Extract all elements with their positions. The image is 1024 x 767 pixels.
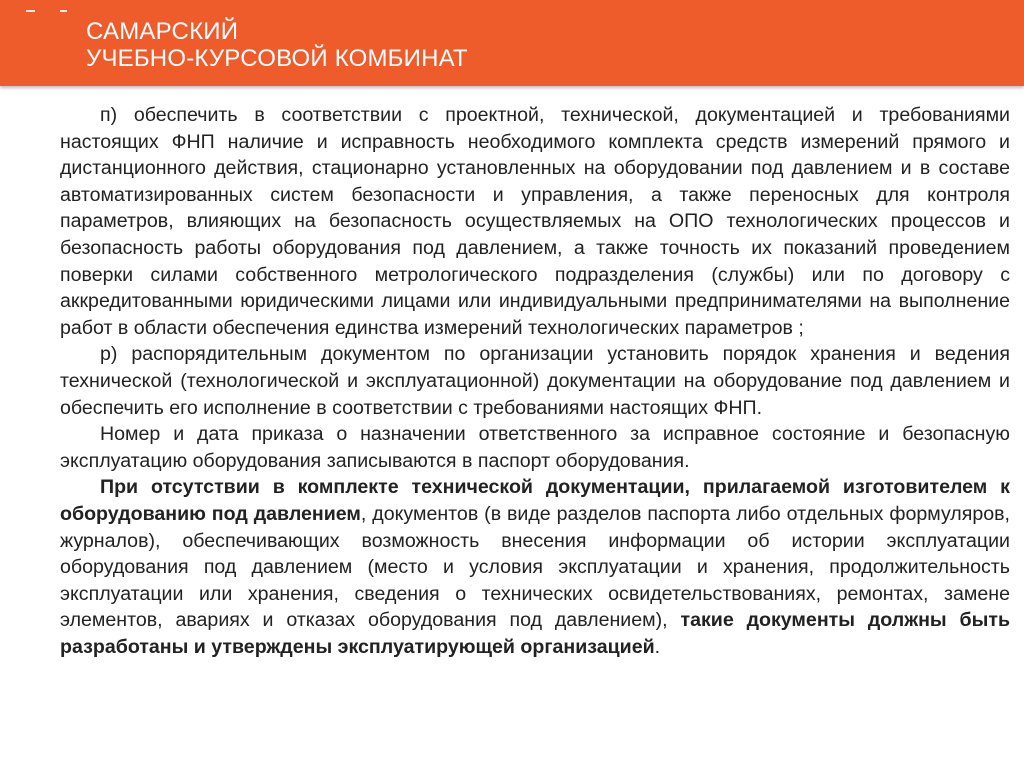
paragraph-r: р) распорядительным документом по организации установить порядок хранения и ведения технической (технологической и эксплуатационной) документации на оборудование под давлением и обеспечить его исполнение в соответствии с требованиями настоящих ФНП. — [60, 343, 1010, 419]
bold-text-end: такие документы должны быть разработаны и утверждены эксплуатирующей организацией — [60, 609, 1011, 658]
paragraph-documentation — [60, 474, 1010, 660]
logo-title-line2: УЧЕБНО-КУРСОВОЙ КОМБИНАТ — [86, 45, 468, 72]
paragraph-p: п) обеспечить в соответствии с проектной, технической, документацией и требованиями настоящих ФНП наличие и исправность необходимого комплекта средств измерений прямого и дистанционного действия, стационарно установленных на оборудовании под давлением и в составе автоматизированных систем безопасности и управления, а также переносных для контроля параметров, влияющих на безопасность осуществляемых на ОПО технологических процессов и безопасность работы оборудования под давлением, а также точность их показаний проведением поверки силами собственного метрологического подразделения (службы) или по договору с аккредитованными юридическими лицами или индивидуальными предпринимателями на выполнение работ в области обеспечения единства измерений технологических параметров ; — [60, 104, 1010, 339]
decor-dash — [26, 10, 35, 12]
paragraph-middle-text: , документов (в виде разделов паспорта либо отдельных формуляров, журналов), обеспечивающих возможность внесения информации об истории эксплуатации оборудования под давлением (место и условия эксплуатации и хранения, продолжительность эксплуатации или хранения, сведения о технических освидетельствованиях, ремонтах, замене элементов, авариях и отказах оборудования под давлением), — [60, 502, 1010, 632]
header-decoration — [26, 10, 76, 14]
logo-title-line1: САМАРСКИЙ — [86, 18, 239, 45]
paragraph-order-note: Номер и дата приказа о назначении ответственного за исправное состояние и безопасную эксплуатацию оборудования записываются в паспорт оборудования. — [60, 423, 1010, 472]
decor-dash — [60, 10, 67, 12]
header-banner — [0, 0, 1024, 86]
paragraph-end-punct: . — [654, 635, 661, 658]
document-body — [60, 102, 1010, 660]
bold-text-start: При отсутствии в комплекте технической документации, прилагаемой изготовителем к оборудованию под давлением — [60, 476, 1010, 525]
